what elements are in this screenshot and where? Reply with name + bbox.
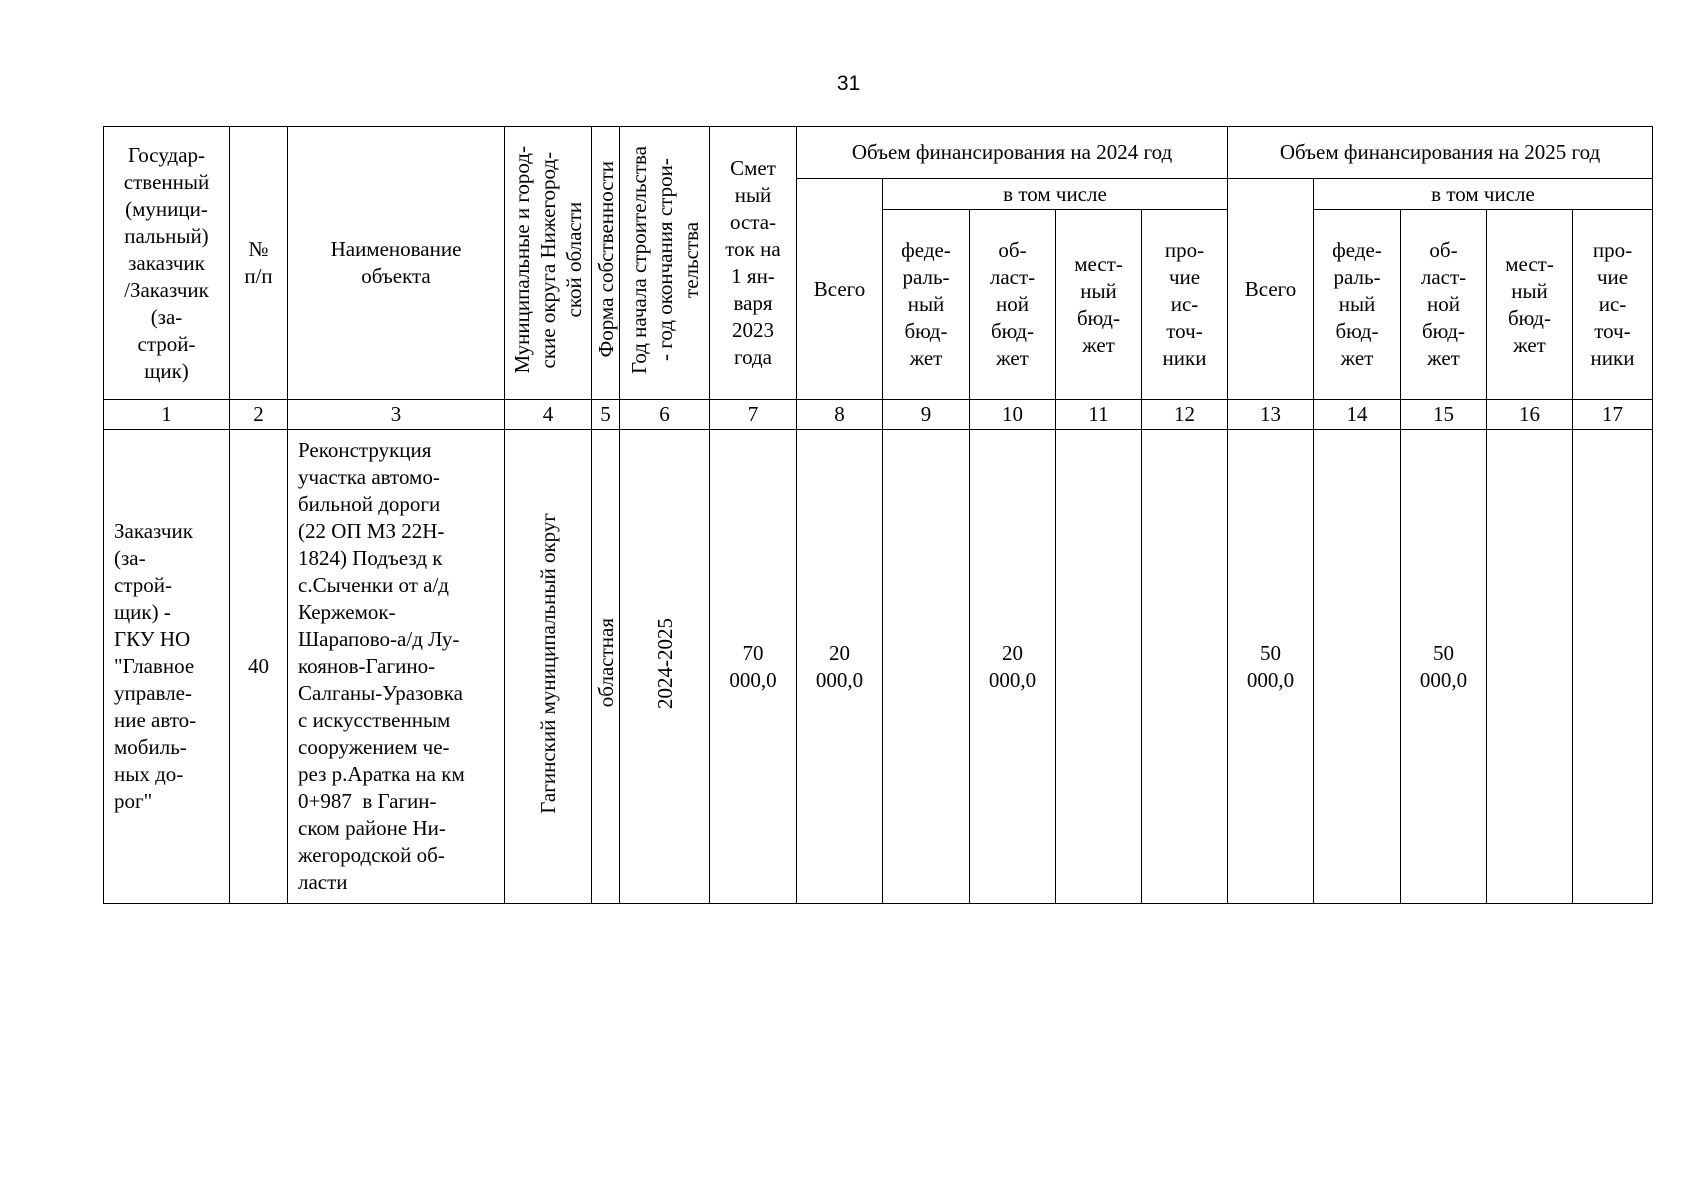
col-number: 10 [970,400,1056,430]
col-number: 9 [883,400,970,430]
cell-balance: 70 000,0 [710,430,797,904]
col-number: 7 [710,400,797,430]
cell-regional-2024: 20 000,0 [970,430,1056,904]
cell-local-2025 [1487,430,1573,904]
col-number: 16 [1487,400,1573,430]
col-number: 13 [1228,400,1314,430]
cell-ownership-wrap [592,430,620,904]
cell-num: 40 [230,430,288,904]
header-federal-2025: феде- раль- ный бюд- жет [1314,210,1401,400]
cell-years: 2024-2025 [652,617,677,709]
header-federal-2024: феде- раль- ный бюд- жет [883,210,970,400]
cell-other-2024 [1142,430,1228,904]
col-number: 17 [1573,400,1653,430]
header-incl-2025: в том числе [1314,179,1653,210]
col-number: 12 [1142,400,1228,430]
header-other-2024: про- чие ис- точ- ники [1142,210,1228,400]
header-customer: Государ- ственный (муници- пальный) заказчик /Заказчик (за- строй- щик) [104,127,230,400]
col-number: 5 [592,400,620,430]
col-number: 3 [288,400,505,430]
header-regional-2024: об- ласт- ной бюд- жет [970,210,1056,400]
header-object: Наименование объекта [288,127,505,400]
col-number: 4 [505,400,592,430]
cell-regional-2025: 50 000,0 [1401,430,1487,904]
table-row [104,430,1653,904]
header-total-2025: Всего [1228,179,1314,400]
col-number: 8 [797,400,883,430]
header-incl-2024: в том числе [883,179,1228,210]
cell-municipal-wrap [505,430,592,904]
header-fin-2024: Объем финансирования на 2024 год [797,127,1228,179]
cell-customer: Заказчик (за- строй- щик) - ГКУ НО "Главное управле- ние авто- мобиль- ных до- рог" [104,430,230,904]
col-number: 2 [230,400,288,430]
col-number: 6 [620,400,710,430]
cell-federal-2024 [883,430,970,904]
header-other-2025: про- чие ис- точ- ники [1573,210,1653,400]
header-local-2024: мест- ный бюд- жет [1056,210,1142,400]
financing-table [103,126,1653,904]
cell-total-2024: 20 000,0 [797,430,883,904]
cell-municipal: Гагинский муниципальный округ [536,512,560,814]
header-years-cell [620,127,710,400]
cell-local-2024 [1056,430,1142,904]
header-fin-2025: Объем финансирования на 2025 год [1228,127,1653,179]
header-ownership: Форма собственности [593,161,618,358]
col-number: 15 [1401,400,1487,430]
header-municipal-cell [505,127,592,400]
cell-total-2025: 50 000,0 [1228,430,1314,904]
header-num: № п/п [230,127,288,400]
header-regional-2025: об- ласт- ной бюд- жет [1401,210,1487,400]
header-balance: Смет ный оста- ток на 1 ян- варя 2023 года [710,127,797,400]
cell-federal-2025 [1314,430,1401,904]
col-number: 14 [1314,400,1401,430]
header-municipal: Муниципальные и город- ские округа Нижегород- ской области [510,145,586,374]
header-years: Год начала строительства - год окончания строи- тельства [626,145,703,374]
header-ownership-cell [592,127,620,400]
cell-object: Реконструкция участка автомо- бильной дороги (22 ОП МЗ 22Н- 1824) Подъезд к с.Сыченки от а/д Кержемок- Шарапово-а/д Лу- коянов-Гагино- Салганы-Уразовка с искусственным сооружением че- рез р.Аратка на км 0+987 в Гагин- ском районе Ни- жегородской об- ласти [288,430,505,904]
col-number: 11 [1056,400,1142,430]
cell-years-wrap [620,430,710,904]
header-total-2024: Всего [797,179,883,400]
header-local-2025: мест- ный бюд- жет [1487,210,1573,400]
page-number: 31 [836,72,861,95]
cell-other-2025 [1573,430,1653,904]
col-number: 1 [104,400,230,430]
cell-ownership: областная [593,618,618,708]
